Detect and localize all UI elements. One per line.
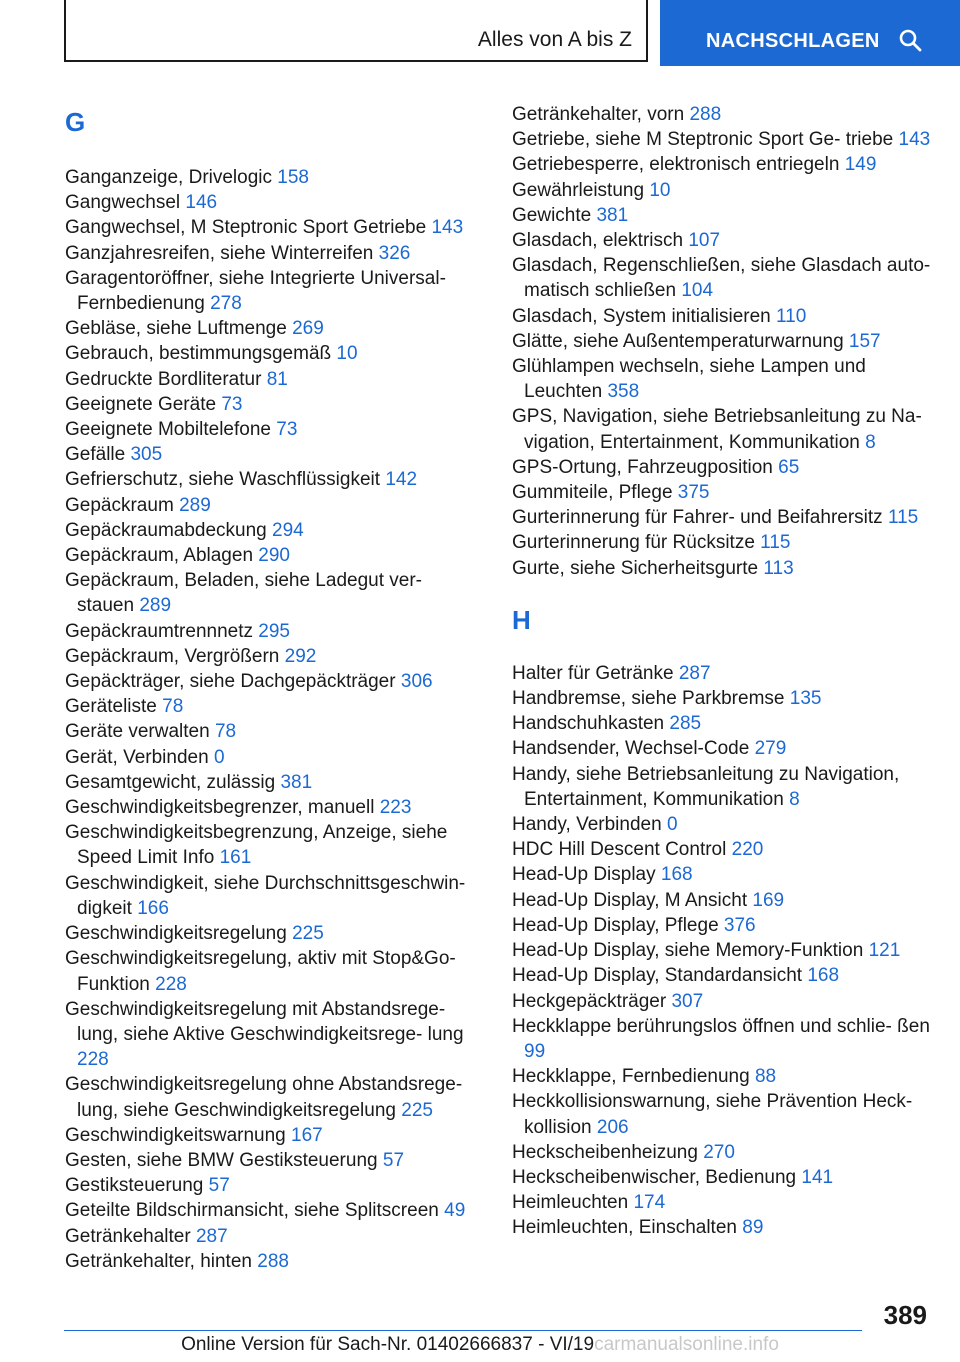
index-entry [512,203,932,228]
index-entry-term: Handy, Verbinden [512,814,662,836]
index-entry [65,1249,480,1274]
index-page-link[interactable]: 143 [431,217,464,239]
index-page-link[interactable]: 289 [179,494,211,516]
index-entry-term: Getriebesperre, elektronisch entriegeln [512,154,840,176]
index-page-link[interactable]: 307 [671,990,704,1012]
index-page-link[interactable]: 225 [401,1099,433,1121]
index-entry-term: HDC Hill Descent Control [512,839,727,861]
index-entry [65,316,480,341]
index-page-link[interactable]: 285 [669,713,702,735]
index-entry [65,1198,480,1223]
index-entry [65,820,480,870]
index-entry-term: Glühlampen wechseln, siehe Lampen und Leuchten [512,356,866,403]
index-page-link[interactable]: 288 [689,104,722,125]
index-entry-term: Gepäckraum, Ablagen [65,545,254,567]
index-entry [65,694,480,719]
index-entry-term: Gefrierschutz, siehe Waschflüssigkeit [65,469,381,491]
index-page-link[interactable]: 381 [280,771,313,793]
index-page-link[interactable]: 73 [221,393,243,415]
index-entry [65,1072,480,1122]
index-entry [65,367,480,392]
index-entry-term: Head-Up Display [512,864,656,886]
index-entry-term: Heckscheibenheizung [512,1141,698,1163]
index-entry-term: Geschwindigkeit, siehe Durchschnittsgeschwin- digkeit [65,872,466,919]
index-entry [65,619,480,644]
page-number: 389 [883,1300,927,1330]
index-entry [65,568,480,618]
index-entry-term: Handsender, Wechsel-Code [512,738,750,760]
index-entry-term: Heimleuchten [512,1192,629,1214]
index-entry-term: Geräteliste [65,696,157,718]
index-entry-term: GPS, Navigation, siehe Betriebsanleitung zu Na- vigation, Entertainment, Kommunikation [512,406,922,453]
index-page-link[interactable]: 295 [258,620,290,642]
index-entry [512,888,932,913]
index-page-link[interactable]: 10 [336,343,358,365]
index-entry-term: Geschwindigkeitsregelung ohne Abstandsrege- lung, siehe Geschwindigkeitsregelung [65,1074,463,1121]
index-entries-g [65,165,480,1274]
index-entry-term: Gepäckträger, siehe Dachgepäckträger [65,671,396,693]
index-entry-term: Gepäckraum [65,494,174,516]
index-entry [65,543,480,568]
index-entry-term: Geschwindigkeitswarnung [65,1124,286,1146]
index-entry [512,127,932,152]
index-entry [512,102,932,127]
index-column-right [512,102,932,1241]
index-page-link[interactable]: 381 [596,204,629,226]
index-page-link[interactable]: 121 [868,940,901,962]
index-page-link[interactable]: 73 [276,419,298,441]
index-entry [65,467,480,492]
index-entry-term: Glätte, siehe Außentemperaturwarnung [512,330,844,352]
index-page-link[interactable]: 0 [213,746,225,768]
index-page-link[interactable]: 288 [257,1250,289,1272]
index-entry [512,1215,932,1240]
footer-watermark: carmanualsonline.info [594,1334,779,1355]
index-entry-term: Geräte verwalten [65,721,210,743]
index-entry [65,442,480,467]
index-entry-term: Getränkehalter, vorn [512,104,685,125]
index-entry-term: Geteilte Bildschirmansicht, siehe Splitscreen [65,1200,439,1222]
index-entry [65,745,480,770]
index-entry [512,837,932,862]
index-entry [512,455,932,480]
index-page-link[interactable]: 107 [688,230,721,252]
index-entry-term: Heimleuchten, Einschalten [512,1217,737,1239]
footer [0,1334,960,1356]
index-entry [65,921,480,946]
index-page-link[interactable]: 81 [266,368,288,390]
index-page-link[interactable]: 8 [865,431,876,453]
index-entry-term: Getränkehalter, hinten [65,1250,252,1272]
index-page-link[interactable]: 375 [677,482,710,504]
index-page-link[interactable]: 0 [666,814,678,836]
index-entry-term: Head-Up Display, Pflege [512,914,719,936]
index-entry [512,304,932,329]
index-page-link[interactable]: 115 [760,532,791,554]
index-entry [65,795,480,820]
index-page-link[interactable]: 89 [742,1217,764,1239]
index-page-link[interactable]: 220 [731,839,764,861]
index-entry [65,417,480,442]
index-page-link[interactable]: 269 [292,318,324,340]
index-entry [65,669,480,694]
index-entry [65,493,480,518]
index-entry [65,215,480,240]
index-entry [65,946,480,996]
index-entry-term: Gewichte [512,204,592,226]
index-page-link[interactable]: 88 [754,1066,777,1088]
index-entry [65,871,480,921]
index-entry [65,266,480,316]
index-page-link[interactable]: 99 [524,1040,546,1062]
index-entry [512,762,932,812]
index-page-link[interactable]: 289 [139,595,172,617]
index-entry-term: Handschuhkasten [512,713,665,735]
index-entry [512,505,932,530]
index-entry [65,190,480,215]
index-entry-term: Gedruckte Bordliteratur [65,368,262,390]
index-entry-term: Gepäckraumtrennnetz [65,620,253,642]
index-letter-g: G [65,107,86,137]
index-entry-term: Gangwechsel [65,192,181,214]
index-entry [512,329,932,354]
index-entry [65,518,480,543]
index-page-link[interactable]: 65 [778,456,800,478]
index-entry-term: Geschwindigkeitsregelung, aktiv mit Stop&Go-Funktion [65,948,456,995]
index-entry-term: Heckgepäckträger [512,990,667,1012]
index-entry-term: Gesten, siehe BMW Gestiksteuerung [65,1149,378,1171]
index-entry [512,711,932,736]
index-entry [65,770,480,795]
index-page-link[interactable]: 292 [284,645,317,667]
index-entry-term: Gurterinnerung für Fahrer- und Beifahrersitz [512,507,883,529]
index-page-link[interactable]: 141 [801,1166,834,1188]
index-page-link[interactable]: 49 [444,1200,466,1222]
index-entry [65,1173,480,1198]
index-page-link[interactable]: 10 [649,179,671,201]
index-entry-term: Gewährleistung [512,179,645,201]
index-page-link[interactable]: 104 [681,280,714,302]
index-entry [512,686,932,711]
tab-alles-von-a-bis-z-label: Alles von A bis Z [477,28,632,51]
index-page-link[interactable]: 174 [633,1192,666,1214]
index-entry-term: Getränkehalter [65,1225,191,1247]
index-page-link[interactable]: 306 [400,671,433,693]
index-entry-term: Gepäckraum, Beladen, siehe Ladegut ver- stauen [65,570,422,617]
index-page-link[interactable]: 158 [277,167,309,188]
index-entry-term: Gurterinnerung für Rücksitze [512,532,755,554]
index-entry [512,1089,932,1139]
index-page-link[interactable]: 57 [208,1175,230,1197]
index-entry [65,341,480,366]
index-entry-term: Glasdach, System initialisieren [512,305,771,327]
index-entry-term: Heckkollisionswarnung, siehe Prävention Heck- kollision [512,1091,913,1138]
index-entry-term: Getriebe, siehe M Steptronic Sport Ge- triebe [512,129,894,151]
search-icon[interactable] [898,28,922,52]
index-entry-term: Handbremse, siehe Parkbremse [512,688,785,710]
index-entry-term: Gebrauch, bestimmungsgemäß [65,343,332,365]
index-entry [65,644,480,669]
index-entry [512,913,932,938]
index-entry [512,862,932,887]
index-page-link[interactable]: 326 [378,242,411,264]
index-entry [512,1014,932,1064]
index-page-link[interactable]: 149 [844,154,877,176]
index-letter-h: H [512,604,531,635]
index-entry-term: Head-Up Display, siehe Memory-Funktion [512,940,864,962]
index-entry-term: Glasdach, Regenschließen, siehe Glasdach auto- matisch schließen [512,255,931,302]
index-column-left [65,102,480,1274]
index-page-link[interactable]: 113 [763,557,794,579]
index-entry-term: Gummiteile, Pflege [512,482,673,504]
index-page-link[interactable]: 161 [219,847,252,869]
tab-nachschlagen-label: NACHSCHLAGEN [706,30,880,52]
index-entry-term: Heckklappe, Fernbedienung [512,1066,750,1088]
index-page-link[interactable]: 157 [848,330,881,352]
index-page-link[interactable]: 294 [272,519,304,541]
index-page-link[interactable]: 287 [678,662,711,684]
index-page-link[interactable]: 225 [292,923,324,945]
index-entry [65,1148,480,1173]
index-entry [65,997,480,1073]
index-entry-term: GPS-Ortung, Fahrzeugposition [512,456,773,478]
index-entry [512,736,932,761]
index-page-link[interactable]: 78 [162,696,184,718]
index-entry [512,661,932,686]
index-page-link[interactable]: 223 [379,797,412,819]
index-entry-term: Gebläse, siehe Luftmenge [65,318,287,340]
index-entry-term: Gurte, siehe Sicherheitsgurte [512,557,759,579]
index-page-link[interactable]: 228 [77,1049,109,1071]
index-entry-term: Geschwindigkeitsbegrenzer, manuell [65,797,375,819]
index-entry-term: Gefälle [65,444,126,466]
index-entry-term: Halter für Getränke [512,662,674,684]
footer-text: Online Version für Sach-Nr. 01402666837 - VI/19 [181,1334,595,1355]
index-entry [512,1165,932,1190]
index-entry [512,1064,932,1089]
index-page-link[interactable]: 279 [754,738,787,760]
index-entry [512,404,932,454]
index-entry-term: Head-Up Display, Standardansicht [512,965,803,987]
index-entry-term: Geschwindigkeitsregelung mit Abstandsrege- lung, siehe Aktive Geschwindigkeitsrege- lung [65,998,464,1045]
index-entry [512,354,932,404]
index-entry-term: Geeignete Mobiltelefone [65,419,271,441]
index-page-link[interactable]: 168 [660,864,693,886]
index-page-link[interactable]: 168 [807,965,840,987]
index-entry [65,392,480,417]
index-page-link[interactable]: 143 [898,129,931,151]
index-entry [512,228,932,253]
index-entry [512,480,932,505]
index-entry-term: Glasdach, elektrisch [512,230,684,252]
index-entry [512,938,932,963]
index-page-link[interactable]: 290 [258,545,290,567]
footer-divider [64,1330,862,1331]
index-entry [65,1224,480,1249]
index-entry [65,719,480,744]
index-page-link[interactable]: 228 [155,973,187,995]
index-page-link[interactable]: 169 [752,889,785,911]
index-entry [512,530,932,555]
index-entry [65,1123,480,1148]
index-page-link[interactable]: 287 [195,1225,228,1247]
index-entry [512,178,932,203]
index-page-link[interactable]: 167 [291,1124,323,1146]
tab-alles-von-a-bis-z[interactable] [64,0,648,62]
index-page-link[interactable]: 135 [789,688,822,710]
index-page-link[interactable]: 376 [723,914,756,936]
index-entry-term: Gerät, Verbinden [65,746,209,768]
index-page-link[interactable]: 358 [607,381,640,403]
index-entry [512,253,932,303]
index-entries-h [512,661,932,1241]
index-entry [512,963,932,988]
index-page-link[interactable]: 115 [887,507,919,529]
tab-nachschlagen[interactable] [660,0,960,66]
index-entry-term: Gepäckraum, Vergrößern [65,645,280,667]
index-entries-g-continued [512,102,932,581]
index-entry-term: Geeignete Geräte [65,393,217,415]
index-entry-term: Ganzjahresreifen, siehe Winterreifen [65,242,374,264]
index-entry-term: Gangwechsel, M Steptronic Sport Getriebe [65,217,427,239]
index-page-link[interactable]: 270 [703,1141,735,1163]
index-entry [65,165,480,190]
index-entry-term: Gesamtgewicht, zulässig [65,771,276,793]
index-page-link[interactable]: 78 [214,721,237,743]
index-page-link[interactable]: 146 [185,192,218,214]
index-entry [512,152,932,177]
index-page-link[interactable]: 305 [130,444,163,466]
index-entry-term: Ganganzeige, Drivelogic [65,167,273,188]
index-page-link[interactable]: 57 [382,1149,405,1171]
index-page-link[interactable]: 110 [776,305,807,327]
index-entry [512,812,932,837]
index-entry-term: Heckklappe berührungslos öffnen und schlie- ßen [512,1015,930,1037]
index-entry-term: Heckscheibenwischer, Bedienung [512,1166,797,1188]
index-entry-term: Geschwindigkeitsbegrenzung, Anzeige, siehe Speed Limit Info [65,822,448,869]
index-entry-term: Geschwindigkeitsregelung [65,923,287,945]
index-page-link[interactable]: 206 [596,1116,629,1138]
index-entry-term: Handy, siehe Betriebsanleitung zu Navigation, Entertainment, Kommunikation [512,763,900,810]
index-entry [512,1140,932,1165]
index-entry [65,241,480,266]
index-page-link[interactable]: 8 [789,788,800,810]
index-entry [512,1190,932,1215]
index-entry-term: Garagentoröffner, siehe Integrierte Universal-Fernbedienung [65,267,446,315]
index-entry-term: Gestiksteuerung [65,1175,204,1197]
index-page-link[interactable]: 278 [210,293,242,315]
index-page-link[interactable]: 142 [385,469,418,491]
index-entry-term: Gepäckraumabdeckung [65,519,267,541]
index-entry [512,556,932,581]
index-entry-term: Head-Up Display, M Ansicht [512,889,748,911]
index-entry [512,989,932,1014]
index-page-link[interactable]: 166 [137,897,169,919]
header-bar [0,0,960,66]
